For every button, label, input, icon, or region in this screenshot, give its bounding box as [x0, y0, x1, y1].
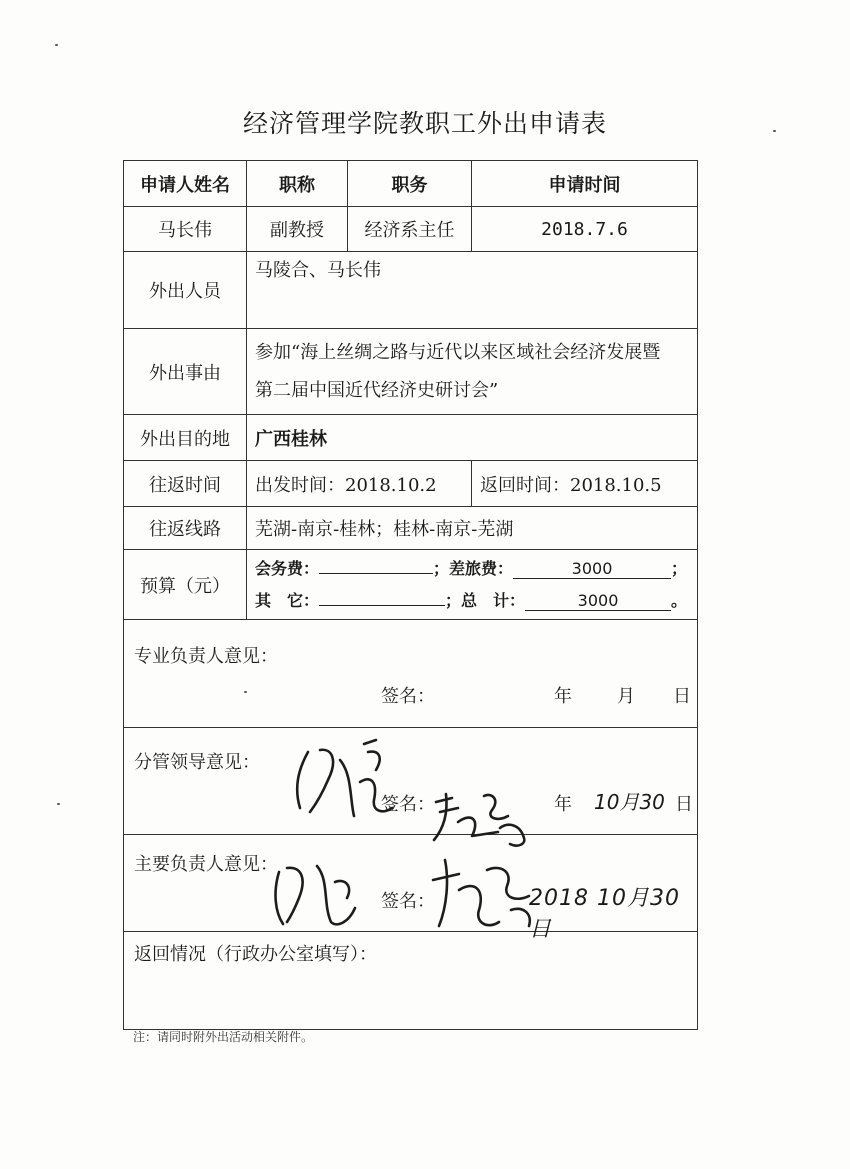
principal-opinion-title: 主要负责人意见： [134, 854, 278, 875]
header-name: 申请人姓名 [124, 161, 247, 207]
principal-handwritten-date: 2018 10月30日 [529, 886, 680, 942]
division-signature [428, 782, 538, 852]
budget-line-1 [255, 553, 697, 585]
division-opinion-cell[interactable] [124, 728, 698, 835]
conference-fee-field[interactable] [319, 573, 433, 574]
footnote: 注：请同时附外出活动相关附件。 [133, 1030, 314, 1044]
header-position: 职务 [348, 161, 472, 207]
application-form [123, 160, 698, 1030]
reason-value[interactable] [247, 329, 698, 415]
budget-separator: ； [671, 558, 688, 578]
personnel-label: 外出人员 [124, 252, 247, 329]
major-year-label: 年 [554, 686, 572, 707]
applicant-name[interactable]: 马长伟 [124, 207, 247, 252]
principal-opinion-row [124, 835, 698, 932]
division-year-label: 年 [554, 794, 572, 815]
major-sign-label: 签名： [381, 686, 435, 707]
header-apply-time: 申请时间 [472, 161, 698, 207]
return-time[interactable]: 返回时间：2018.10.5 [472, 461, 698, 507]
principal-sign-label: 签名： [381, 891, 435, 912]
personnel-row [124, 252, 698, 329]
other-fee-field[interactable] [319, 605, 445, 606]
applicant-title-rank[interactable]: 副教授 [247, 207, 348, 252]
division-day-label: 日 [675, 794, 693, 815]
division-opinion-handwriting [280, 730, 400, 830]
header-row [124, 161, 698, 207]
travel-fee-field[interactable]: 3000 [513, 560, 671, 579]
major-opinion-cell[interactable] [124, 620, 698, 728]
division-opinion-title: 分管领导意见： [134, 752, 260, 773]
route-label: 往返线路 [124, 507, 247, 550]
form-title: 经济管理学院教职工外出申请表 [242, 109, 607, 138]
scan-speck [244, 691, 247, 693]
personnel-value[interactable]: 马陵合、马长伟 [247, 252, 698, 329]
applicant-position[interactable]: 经济系主任 [348, 207, 472, 252]
division-handwritten-date: 10月30 [594, 790, 665, 814]
travel-fee-label: ；差旅费： [433, 558, 514, 578]
reason-label: 外出事由 [124, 329, 247, 415]
applicant-row [124, 207, 698, 252]
route-row [124, 507, 698, 550]
scan-speck [55, 44, 58, 46]
major-opinion-title: 专业负责人意见： [134, 646, 278, 667]
total-field[interactable]: 3000 [525, 592, 671, 611]
principal-opinion-handwriting [265, 852, 375, 932]
reason-row [124, 329, 698, 415]
reason-line-2: 第二届中国近代经济史研讨会” [255, 379, 499, 401]
major-day-label: 日 [673, 686, 691, 707]
return-status-cell[interactable] [124, 932, 698, 1030]
route-value[interactable]: 芜湖-南京-桂林；桂林-南京-芜湖 [247, 507, 698, 550]
destination-row [124, 415, 698, 461]
total-label: ；总 计： [445, 590, 526, 610]
depart-time[interactable]: 出发时间：2018.10.2 [247, 461, 472, 507]
reason-line-1: 参加“海上丝绸之路与近代以来区域社会经济发展暨 [255, 341, 661, 363]
destination-label: 外出目的地 [124, 415, 247, 461]
other-fee-label: 其 它： [255, 590, 320, 610]
budget-details [247, 550, 698, 620]
budget-end: 。 [671, 590, 688, 610]
return-status-title: 返回情况（行政办公室填写）： [134, 944, 377, 965]
header-title-rank: 职称 [247, 161, 348, 207]
scan-speck [57, 803, 60, 805]
return-status-row [124, 932, 698, 1030]
round-trip-label: 往返时间 [124, 461, 247, 507]
budget-line-2 [255, 585, 697, 617]
division-sign-label: 签名： [381, 794, 435, 815]
scan-speck [773, 130, 776, 132]
principal-signature [425, 850, 545, 940]
conference-fee-label: 会务费： [255, 558, 320, 578]
budget-label: 预算（元） [124, 550, 247, 620]
applicant-apply-time[interactable]: 2018.7.6 [472, 207, 698, 252]
budget-row [124, 550, 698, 620]
principal-opinion-cell[interactable] [124, 835, 698, 942]
major-opinion-row [124, 620, 698, 728]
destination-value[interactable]: 广西桂林 [247, 415, 698, 461]
round-trip-row [124, 461, 698, 507]
major-month-label: 月 [617, 686, 635, 707]
division-opinion-row [124, 728, 698, 835]
